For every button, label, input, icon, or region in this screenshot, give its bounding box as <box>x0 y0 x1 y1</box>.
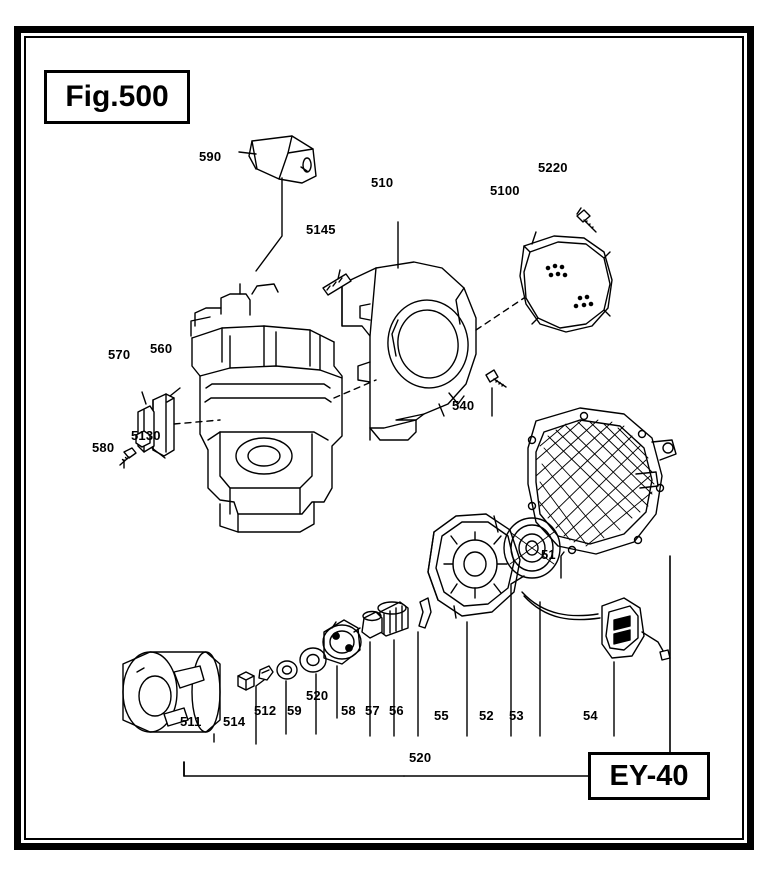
callout-5100: 5100 <box>490 183 520 198</box>
part-510-blower-housing <box>342 262 476 440</box>
callout-54: 54 <box>583 708 598 723</box>
part-51-grille <box>528 408 676 554</box>
model-number-box <box>588 752 710 800</box>
part-520-spiral-spring <box>323 620 361 664</box>
part-54-handle <box>602 598 670 660</box>
assembly-axis-3 <box>476 298 524 330</box>
callout-53: 53 <box>509 708 524 723</box>
part-514-washer <box>259 666 273 680</box>
callout-511: 511 <box>180 714 202 729</box>
part-511-drum <box>123 652 220 732</box>
callout-5145: 5145 <box>306 222 336 237</box>
part-512-washer <box>277 661 297 679</box>
callout-560: 560 <box>150 341 173 356</box>
leader-570 <box>142 392 146 404</box>
model-number-label: EY-40 <box>609 759 689 792</box>
part-540-screw <box>486 370 506 387</box>
callout-514: 514 <box>223 714 246 729</box>
dimension-bracket-520 <box>184 556 670 776</box>
callout-5130: 5130 <box>131 428 161 443</box>
engine-block <box>191 284 342 532</box>
part-59-washer <box>300 648 326 672</box>
part-58-washer <box>362 612 382 639</box>
callout-56: 56 <box>389 703 404 718</box>
assembly-axis-1 <box>174 420 220 424</box>
part-5100-screen <box>520 236 612 332</box>
part-560-bracket <box>153 394 174 456</box>
callout-55: 55 <box>434 708 449 723</box>
part-590-cover <box>249 136 316 183</box>
part-56-clip <box>419 598 431 628</box>
callout-57: 57 <box>365 703 380 718</box>
callout-580: 580 <box>92 440 115 455</box>
leader-560 <box>170 388 180 396</box>
figure-number-box <box>44 70 190 124</box>
leader-51 <box>561 552 564 578</box>
callout-58: 58 <box>341 703 356 718</box>
part-511-nut <box>238 672 254 690</box>
callout-512: 512 <box>254 703 277 718</box>
callout-52: 52 <box>479 708 494 723</box>
callout-520b: 520 <box>306 688 329 703</box>
part-580-bolt <box>120 448 136 465</box>
callout-520a: 520 <box>409 750 432 765</box>
callout-59: 59 <box>287 703 302 718</box>
callout-590: 590 <box>199 149 222 164</box>
leader-590-2 <box>256 178 282 271</box>
callout-570: 570 <box>108 347 131 362</box>
callout-510: 510 <box>371 175 394 190</box>
part-53-rope <box>522 592 600 620</box>
callout-5220: 5220 <box>538 160 568 175</box>
callout-540: 540 <box>452 398 475 413</box>
part-5220-screw <box>577 210 596 232</box>
figure-number-label: Fig.500 <box>65 80 169 113</box>
callout-51: 51 <box>541 547 556 562</box>
part-55-recoil-housing <box>428 514 520 618</box>
